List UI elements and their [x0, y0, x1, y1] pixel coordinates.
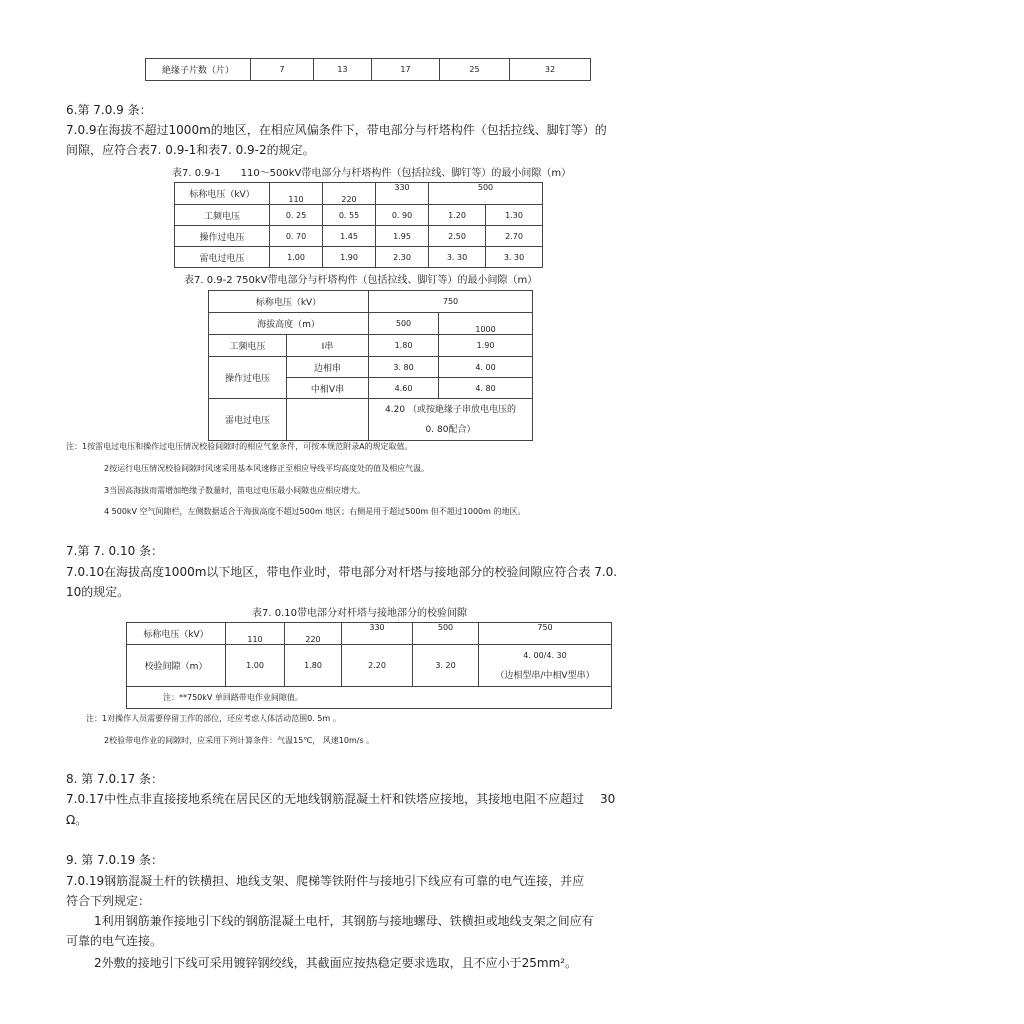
table-cell: 3. 30	[486, 247, 543, 268]
cell-line: （边相型串/中相V型串）	[495, 670, 595, 681]
table-cell: 7	[251, 59, 314, 81]
table-cell: 32	[510, 59, 591, 81]
cell-line: 4.20 （或按絶缘子串放电电压的	[385, 404, 516, 415]
section-heading: 8. 第 7.0.17 条：	[66, 772, 164, 786]
paragraph: 7.0.17中性点非直接接地系统在居民区的无地线钢筋混凝土杆和铁塔应接地，其接地电阻不应超过 30	[66, 792, 616, 806]
table-cell: 工频电压	[175, 205, 270, 226]
table-cell: 雷电过电压	[175, 247, 270, 268]
table-cell	[369, 399, 533, 441]
table-cell: 17	[372, 59, 440, 81]
table-cell: 雷电过电压	[209, 399, 287, 441]
clearance-table-2	[208, 290, 533, 441]
table-cell: 1.00	[270, 247, 323, 268]
table-cell: 1.20	[429, 205, 486, 226]
table-cell: 110	[226, 623, 285, 645]
table-cell: 标称电压（kV）	[209, 291, 369, 313]
table-cell: 1.00	[226, 645, 285, 687]
table-caption: 表7. 0.9-1 110～500kV带电部分与杆塔构件（包括拉线、脚钉等）的最小间隙（m）	[172, 168, 572, 179]
table-cell	[479, 645, 612, 687]
insulator-count-table	[145, 58, 591, 81]
table-cell: 1000	[439, 313, 533, 335]
table-cell: 1.30	[486, 205, 543, 226]
table-cell: 13	[314, 59, 372, 81]
table-cell: 2.70	[486, 226, 543, 247]
paragraph: 间隙，应符合表7. 0.9-1和表7. 0.9-2的规定。	[66, 143, 315, 157]
table-cell: 边相串	[287, 357, 369, 378]
table-footnote: 注：**750kV 单回路带电作业间隙值。	[127, 687, 612, 709]
clearance-table-1	[174, 182, 543, 268]
table-cell: 1.80	[285, 645, 342, 687]
table-cell: 0. 55	[323, 205, 376, 226]
table-cell: 海拔高度（m）	[209, 313, 369, 335]
table-cell: 校验间隙（m）	[127, 645, 226, 687]
table-cell: 500	[413, 623, 479, 645]
note: 注：1对操作人员需要停留工作的部位，还应考虑人体活动范围0. 5m 。	[86, 714, 341, 723]
cell-line: 0. 80配合）	[425, 424, 476, 435]
paragraph: 可靠的电气连接。	[66, 934, 163, 948]
note: 4 500kV 空气间隙栏，左侧数据适合于海拔高度不超过500m 地区；右侧是用于超过500m 但不超过1000m 的地区。	[104, 507, 526, 516]
note: 3当因高海拔而需增加绝缘子数量时，笛电过电压最小间隙也应相应增大。	[104, 486, 366, 495]
table-cell: 0. 25	[270, 205, 323, 226]
paragraph: 2外敷的接地引下线可采用镀锌钢绞线，其截面应按热稳定要求选取，且不应小于25mm²。	[94, 956, 578, 970]
table-cell: 110	[270, 183, 323, 205]
cell-line: 4. 00/4. 30	[523, 650, 567, 660]
table-cell: 4. 80	[439, 378, 533, 399]
table-cell: 1.95	[376, 226, 429, 247]
table-caption: 表7. 0.10带电部分对杆塔与接地部分的校验间隙	[252, 608, 467, 619]
table-cell: 1.45	[323, 226, 376, 247]
table-cell	[287, 399, 369, 441]
table-cell: 500	[429, 183, 543, 205]
table-caption: 表7. 0.9-2 750kV带电部分与杆塔构件（包括拉线、脚钉等）的最小间隙（m）	[184, 275, 538, 286]
table-cell: 1.90	[323, 247, 376, 268]
table-cell: 330	[376, 183, 429, 205]
table-cell: 0. 70	[270, 226, 323, 247]
paragraph: 1利用钢筋兼作接地引下线的钢筋混凝土电杆，其钢筋与接地螺母、铁横担或地线支架之间应有	[94, 914, 594, 928]
table-cell: 330	[342, 623, 413, 645]
working-clearance-table	[126, 622, 612, 709]
table-cell: 3. 20	[413, 645, 479, 687]
paragraph: Ω。	[66, 813, 88, 827]
table-cell: 操作过电压	[175, 226, 270, 247]
table-cell: 3. 30	[429, 247, 486, 268]
note: 2按运行电压情况校验间隙时风速采用基本风速修正至相应导线平均高度处的值及相应气温。	[104, 464, 430, 473]
table-cell: 2.50	[429, 226, 486, 247]
section-heading: 9. 第 7.0.19 条：	[66, 853, 164, 867]
paragraph: 7.0.9在海拔不超过1000m的地区，在相应风偏条件下，带电部分与杆塔构件（包括拉线、脚钉等）的	[66, 123, 607, 137]
table-cell: 标称电压（kV）	[127, 623, 226, 645]
table-cell: 1.80	[369, 335, 439, 357]
table-cell: 3. 80	[369, 357, 439, 378]
table-cell: 500	[369, 313, 439, 335]
paragraph: 7.0.19钢筋混凝土杆的铁横担、地线支架、爬梯等铁附件与接地引下线应有可靠的电气连接，并应	[66, 874, 585, 888]
table-cell: 0. 90	[376, 205, 429, 226]
table-cell: 2.20	[342, 645, 413, 687]
table-cell: 750	[479, 623, 612, 645]
table-cell: 2.30	[376, 247, 429, 268]
section-heading: 7.第 7. 0.10 条：	[66, 544, 164, 558]
table-cell: 中相V串	[287, 378, 369, 399]
table-cell: I串	[287, 335, 369, 357]
section-heading: 6.第 7.0.9 条：	[66, 103, 152, 117]
table-cell: 220	[285, 623, 342, 645]
paragraph: 7.0.10在海拔高度1000m以下地区，带电作业时，带电部分对杆塔与接地部分的校验间隙应符合表 7.0.	[66, 565, 618, 579]
table-cell: 絶缘子片数（片）	[146, 59, 251, 81]
table-cell: 工频电压	[209, 335, 287, 357]
table-cell: 标称电压（kV）	[175, 183, 270, 205]
table-cell: 220	[323, 183, 376, 205]
table-cell: 25	[440, 59, 510, 81]
table-cell: 4. 00	[439, 357, 533, 378]
table-cell: 4.60	[369, 378, 439, 399]
table-cell: 750	[369, 291, 533, 313]
table-cell: 操作过电压	[209, 357, 287, 399]
paragraph: 10的规定。	[66, 585, 130, 599]
table-cell: 1.90	[439, 335, 533, 357]
note: 注：1按雷电过电压和操作过电压情况校验间隙时的相应气象条件，可按本规范附录A的规定取值。	[66, 442, 413, 451]
note: 2校验带电作业的间隙时，应采用下列计算条件：气温15℃， 风速10m/s 。	[104, 736, 375, 745]
paragraph: 符合下列规定：	[66, 894, 151, 908]
